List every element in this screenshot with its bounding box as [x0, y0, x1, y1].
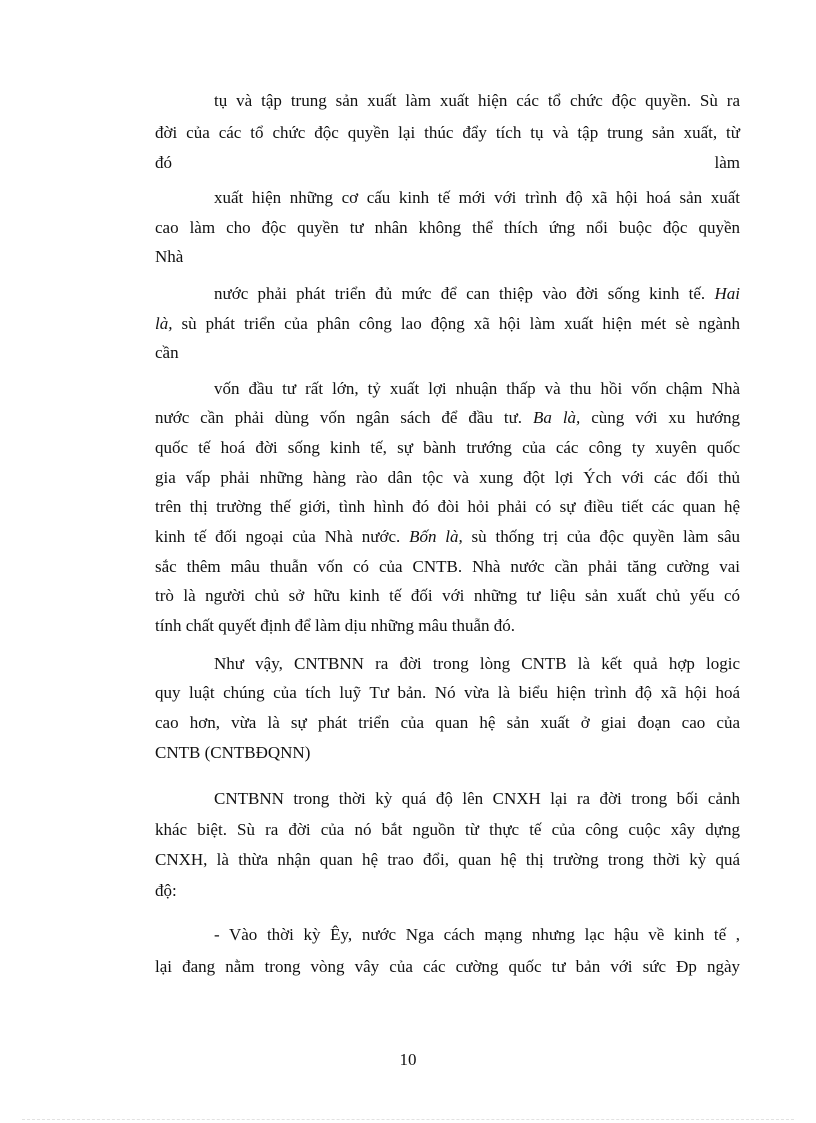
text-line: độ: [155, 881, 177, 900]
text-run: cùng với xu hướng [580, 408, 741, 427]
text-line [155, 525, 740, 549]
text-run: sù thống trị của độc quyền làm sâu [462, 527, 740, 546]
text-line: xuất hiện những cơ cấu kinh tế mới với trình độ xã hội hoá sản xuất [214, 188, 740, 207]
italic-run: là, [155, 314, 173, 333]
text-line: trò là người chủ sở hữu kinh tế đối với những tư liệu sản xuất chủ yếu có [155, 586, 740, 605]
text-line: quốc tế hoá đời sống kinh tế, sự bành trướng của các công ty xuyên quốc [155, 438, 740, 457]
text-line: lại đang nằm trong vòng vây của các cường quốc tư bản với sức Ðp ngày [155, 957, 740, 976]
text-line: CNTB (CNTBĐQNN) [155, 743, 311, 762]
text-line: sắc thêm mâu thuẫn vốn có của CNTB. Nhà nước cần phải tăng cường vai [155, 557, 740, 576]
text-line: CNXH, là thừa nhận quan hệ trao đổi, quan hệ thị trường trong thời kỳ quá [155, 850, 740, 869]
text-line: cần [155, 343, 179, 362]
text-line: cao làm cho độc quyền tư nhân không thể thích ứng nổi buộc độc quyền [155, 218, 740, 237]
italic-run: Hai [714, 284, 740, 303]
text-line: tụ và tập trung sản xuất làm xuất hiện các tổ chức độc quyền. Sù ra [214, 91, 740, 110]
text-line: khác biệt. Sù ra đời của nó bắt nguồn từ thực tế của công cuộc xây dựng [155, 820, 740, 839]
page-number: 10 [399, 1050, 417, 1069]
text-line: Nhà [155, 247, 184, 266]
text-run: kinh tế đối ngoại của Nhà nước. [155, 527, 410, 546]
text-line: - Vào thời kỳ Êy, nước Nga cách mạng nhưng lạc hậu về kinh tế , [214, 925, 740, 944]
text-line: quy luật chúng của tích luỹ Tư bản. Nó vừa là biểu hiện trình độ xã hội hoá [155, 683, 740, 702]
text-line: vốn đầu tư rất lớn, tỷ xuất lợi nhuận thấp và thu hồi vốn chậm Nhà [214, 379, 740, 398]
italic-run: Ba là, [533, 408, 581, 427]
page-divider [22, 1119, 794, 1120]
text-line [155, 406, 740, 430]
text-line: Như vậy, CNTBNN ra đời trong lòng CNTB là kết quả hợp logic [214, 654, 740, 673]
text-line: tính chất quyết định để làm dịu những mâu thuẫn đó. [155, 616, 516, 635]
text-line: gia vấp phải những hàng rào dân tộc và xung đột lợi Ých với các đối thủ [155, 468, 740, 487]
text-run: nước phải phát triển đủ mức để can thiệp vào đời sống kinh tế. [214, 284, 715, 303]
italic-run: Bốn là, [409, 527, 463, 546]
text-line [214, 282, 740, 306]
text-run: nước cần phải dùng vốn ngân sách để đầu tư. [155, 408, 533, 427]
text-line: CNTBNN trong thời kỳ quá độ lên CNXH lại ra đời trong bối cảnh [214, 789, 740, 808]
text-line: trên thị trường thế giới, tình hình đó đòi hỏi phải có sự điều tiết các quan hệ [155, 497, 740, 516]
text-line: đời của các tổ chức độc quyền lại thúc đẩy tích tụ và tập trung sản xuất, từ [155, 123, 740, 142]
text-line [155, 312, 740, 336]
text-run: sù phát triển của phân công lao động xã hội làm xuất hiện mét sè ngành [172, 314, 740, 333]
text-line: cao hơn, vừa là sự phát triển của quan hệ sản xuất ở giai đoạn cao của [155, 713, 740, 732]
text-line: đó làm [155, 153, 740, 172]
